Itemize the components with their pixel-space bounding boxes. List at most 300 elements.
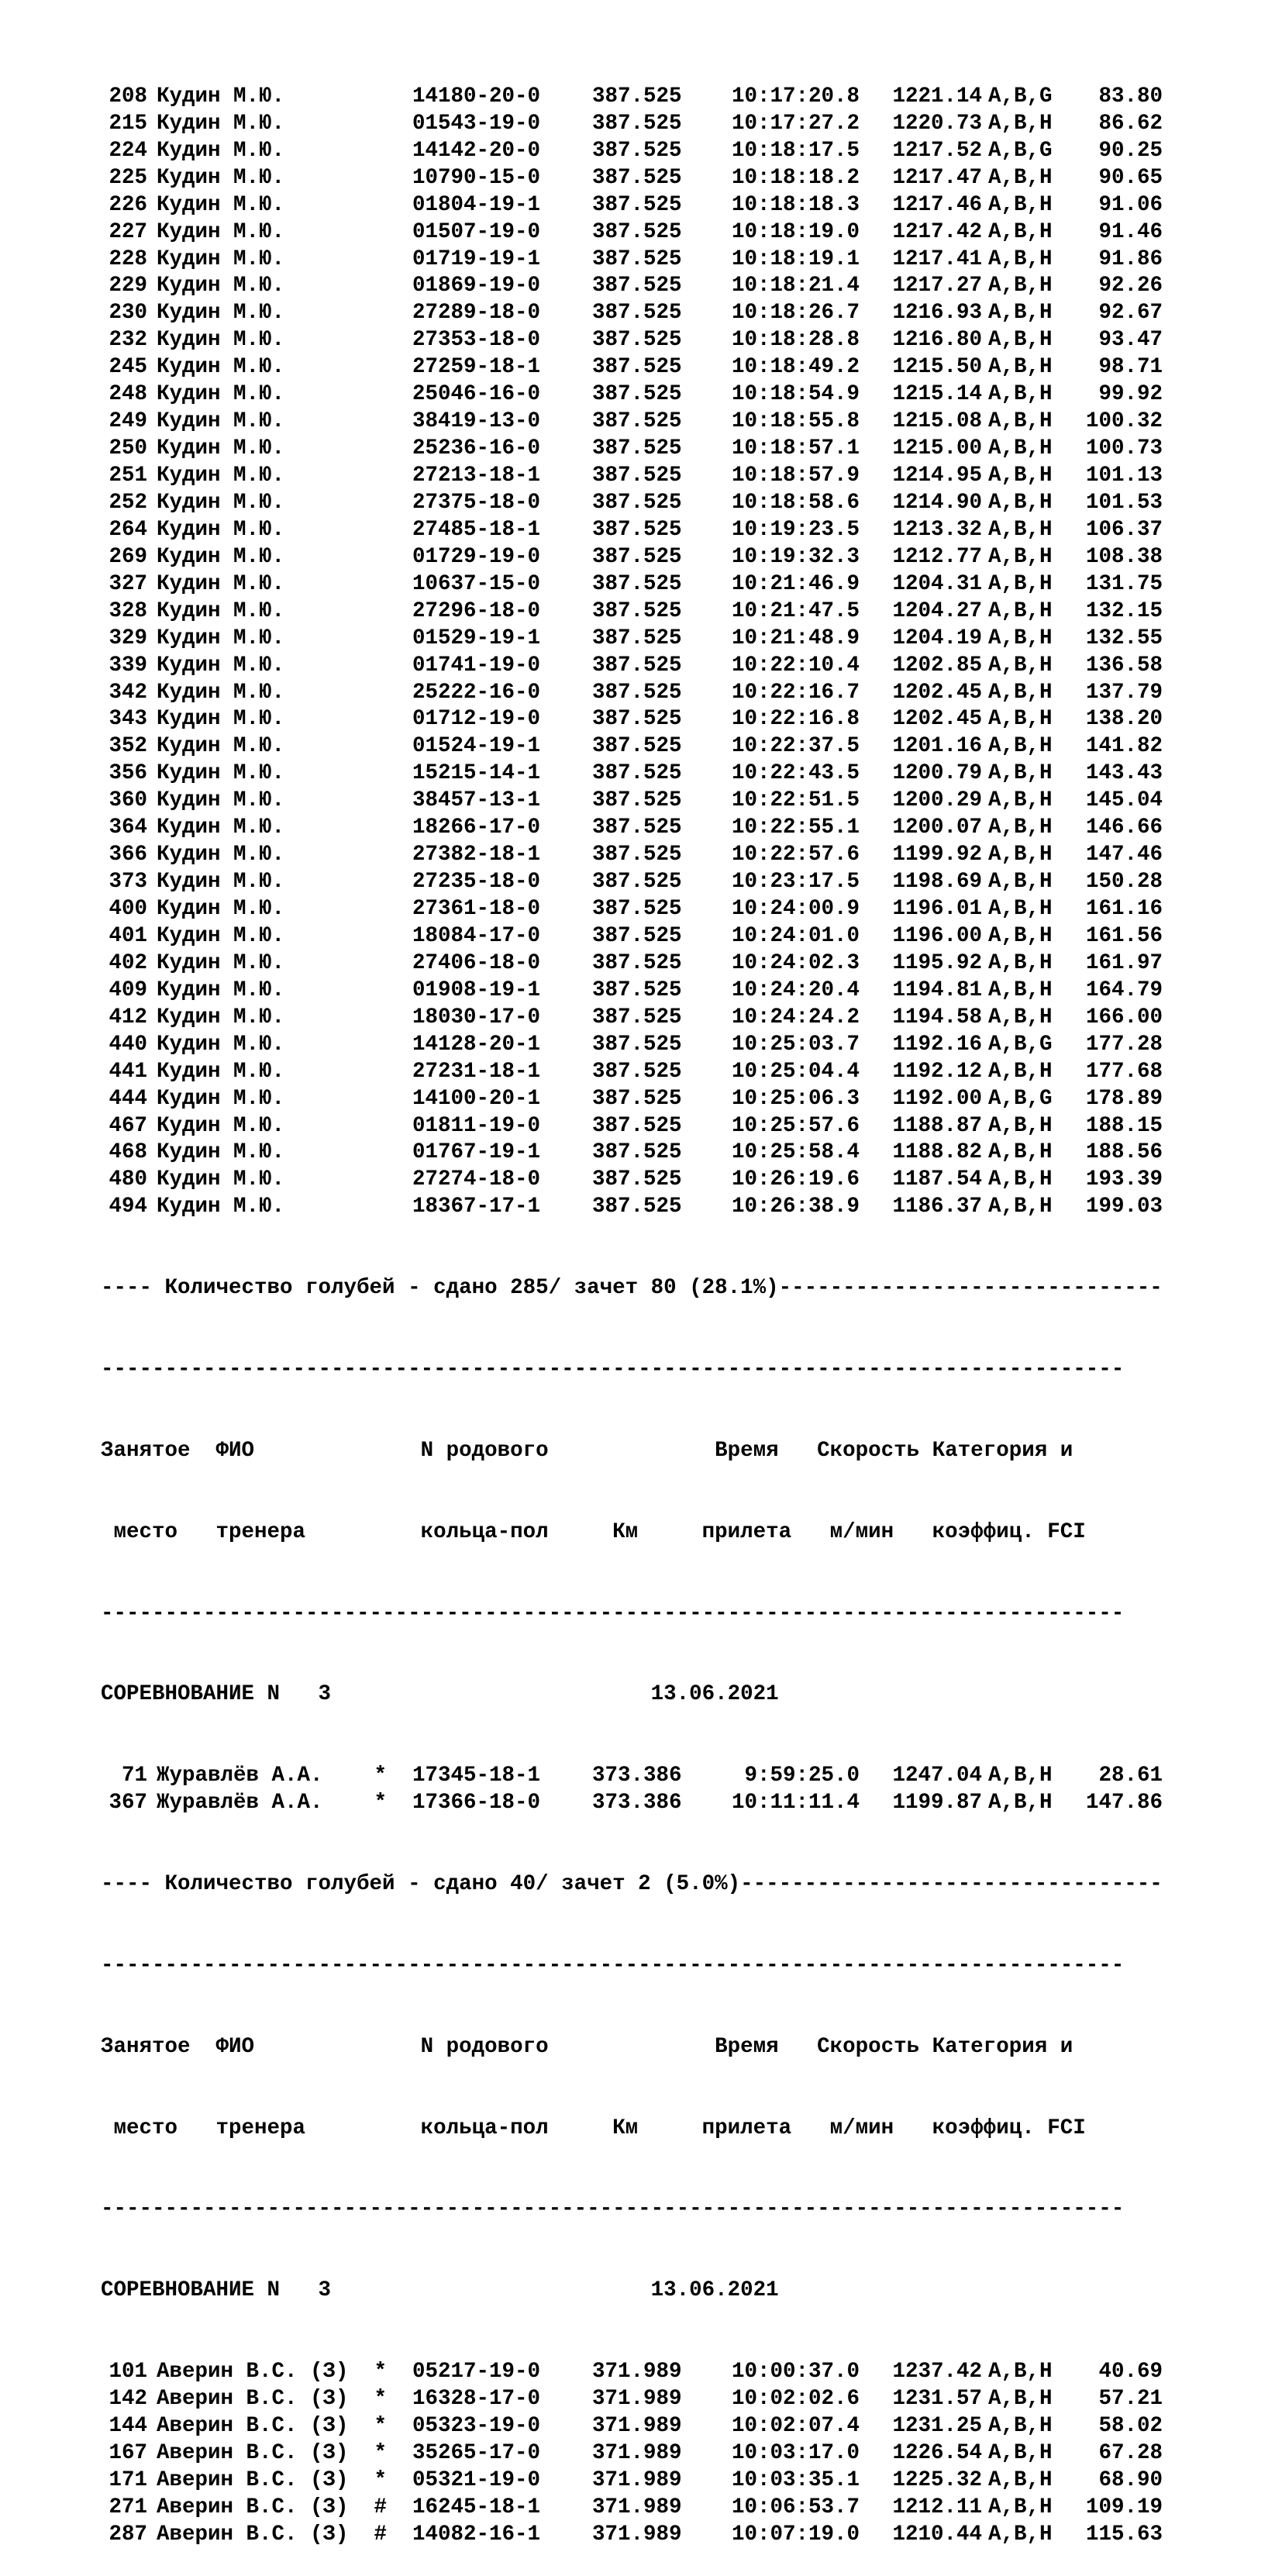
speed-cell: 1237.42 (892, 2360, 982, 2385)
ring-cell: 27259-18-1 (412, 355, 541, 380)
place-cell: 245 (109, 355, 147, 380)
place-cell: 412 (109, 1005, 147, 1029)
result-row (101, 1140, 1263, 1167)
ring-cell: 01869-19-0 (412, 274, 541, 298)
category-cell: A,B,H (988, 680, 1053, 705)
trainer-cell: Кудин М.Ю. (157, 680, 285, 705)
fci-cell: 90.65 (1098, 165, 1163, 190)
result-row (101, 598, 1263, 626)
distance-cell: 387.525 (592, 1140, 682, 1165)
arrival-time-cell: 10:21:47.5 (731, 598, 860, 623)
category-cell: A,B,H (988, 382, 1053, 407)
result-row (101, 978, 1263, 1005)
distance-cell: 387.525 (592, 165, 682, 190)
speed-cell: 1216.80 (892, 328, 982, 353)
speed-cell: 1204.31 (892, 571, 982, 596)
place-cell: 402 (109, 950, 147, 975)
distance-cell: 387.525 (592, 1005, 682, 1029)
trainer-cell: Кудин М.Ю. (157, 734, 285, 759)
speed-cell: 1200.79 (892, 761, 982, 786)
result-row (101, 1194, 1263, 1221)
ring-cell: 18367-17-1 (412, 1195, 541, 1219)
place-cell: 444 (109, 1086, 147, 1111)
place-cell: 494 (109, 1195, 147, 1219)
trainer-cell: Кудин М.Ю. (157, 1167, 285, 1192)
category-cell: A,B,H (988, 1764, 1053, 1788)
speed-cell: 1217.47 (892, 165, 982, 190)
ring-cell: 01719-19-1 (412, 247, 541, 271)
place-cell: 360 (109, 788, 147, 813)
category-cell: A,B,H (988, 1140, 1053, 1165)
category-cell: A,B,H (988, 923, 1053, 948)
category-cell: A,B,H (988, 1059, 1053, 1084)
speed-cell: 1199.92 (892, 843, 982, 867)
arrival-time-cell: 10:18:49.2 (731, 355, 860, 380)
trainer-cell: Кудин М.Ю. (157, 950, 285, 975)
category-cell: A,B,H (988, 761, 1053, 786)
category-cell: A,B,H (988, 544, 1053, 569)
result-row (101, 626, 1263, 653)
place-cell: 227 (109, 219, 147, 244)
trainer-cell: Кудин М.Ю. (157, 598, 285, 623)
arrival-time-cell: 10:02:02.6 (731, 2387, 860, 2412)
place-cell: 101 (109, 2360, 147, 2385)
arrival-time-cell: 10:19:23.5 (731, 517, 860, 542)
distance-cell: 371.989 (592, 2440, 682, 2465)
distance-cell: 387.525 (592, 409, 682, 434)
arrival-time-cell: 10:11:11.4 (731, 1791, 860, 1816)
arrival-time-cell: 10:22:43.5 (731, 761, 860, 786)
category-cell: A,B,H (988, 978, 1053, 1002)
trainer-cell: Кудин М.Ю. (157, 1005, 285, 1029)
fci-cell: 100.73 (1085, 436, 1163, 461)
arrival-time-cell: 10:24:01.0 (731, 923, 860, 948)
result-row (101, 1167, 1263, 1194)
ring-cell: 15215-14-1 (412, 761, 541, 786)
distance-cell: 371.989 (592, 2495, 682, 2519)
fci-cell: 101.53 (1085, 490, 1163, 515)
distance-cell: 387.525 (592, 950, 682, 975)
fci-cell: 101.13 (1085, 464, 1163, 488)
result-row (101, 760, 1263, 788)
arrival-time-cell: 10:26:19.6 (731, 1167, 860, 1192)
arrival-time-cell: 10:25:06.3 (731, 1086, 860, 1111)
result-row (101, 2467, 1263, 2495)
ring-cell: 10790-15-0 (412, 165, 541, 190)
speed-cell: 1196.01 (892, 897, 982, 922)
trainer-cell: Аверин В.С. (З) * (157, 2360, 388, 2385)
category-cell: A,B,H (988, 355, 1053, 380)
distance-cell: 387.525 (592, 1086, 682, 1111)
category-cell: A,B,H (988, 274, 1053, 298)
distance-cell: 387.525 (592, 138, 682, 163)
distance-cell: 387.525 (592, 1167, 682, 1192)
ring-cell: 01507-19-0 (412, 219, 541, 244)
fci-cell: 147.46 (1085, 843, 1163, 867)
speed-cell: 1188.87 (892, 1113, 982, 1138)
place-cell: 373 (109, 870, 147, 895)
fci-cell: 178.89 (1085, 1086, 1163, 1111)
ring-cell: 16245-18-1 (412, 2495, 541, 2519)
trainer-cell: Кудин М.Ю. (157, 409, 285, 434)
trainer-cell: Кудин М.Ю. (157, 1113, 285, 1138)
result-row (101, 1113, 1263, 1140)
speed-cell: 1216.93 (892, 301, 982, 326)
place-cell: 339 (109, 653, 147, 678)
distance-cell: 387.525 (592, 680, 682, 705)
arrival-time-cell: 10:18:58.6 (731, 490, 860, 515)
distance-cell: 371.989 (592, 2467, 682, 2492)
arrival-time-cell: 10:18:28.8 (731, 328, 860, 353)
distance-cell: 387.525 (592, 978, 682, 1002)
speed-cell: 1225.32 (892, 2467, 982, 2492)
speed-cell: 1200.29 (892, 788, 982, 813)
distance-cell: 387.525 (592, 544, 682, 569)
speed-cell: 1231.25 (892, 2413, 982, 2438)
ring-cell: 25046-16-0 (412, 382, 541, 407)
arrival-time-cell: 10:21:46.9 (731, 571, 860, 596)
category-cell: A,B,H (988, 1167, 1053, 1192)
place-cell: 215 (109, 111, 147, 136)
place-cell: 252 (109, 490, 147, 515)
trainer-cell: Кудин М.Ю. (157, 923, 285, 948)
distance-cell: 387.525 (592, 598, 682, 623)
place-cell: 224 (109, 138, 147, 163)
trainer-cell: Кудин М.Ю. (157, 978, 285, 1002)
arrival-time-cell: 10:26:38.9 (731, 1195, 860, 1219)
result-row (101, 409, 1263, 436)
speed-cell: 1247.04 (892, 1764, 982, 1788)
speed-cell: 1215.14 (892, 382, 982, 407)
ring-cell: 05217-19-0 (412, 2360, 541, 2385)
place-cell: 409 (109, 978, 147, 1002)
ring-cell: 17366-18-0 (412, 1791, 541, 1816)
arrival-time-cell: 10:18:19.1 (731, 247, 860, 271)
ring-cell: 27231-18-1 (412, 1059, 541, 1084)
trainer-cell: Журавлёв А.А. * (157, 1791, 388, 1816)
trainer-cell: Кудин М.Ю. (157, 1032, 285, 1057)
result-row (101, 1763, 1263, 1790)
fci-cell: 68.90 (1098, 2467, 1163, 2492)
distance-cell: 387.525 (592, 1059, 682, 1084)
trainer-cell: Аверин В.С. (З) # (157, 2495, 388, 2519)
place-cell: 366 (109, 843, 147, 867)
category-cell: A,B,H (988, 1195, 1053, 1219)
place-cell: 468 (109, 1140, 147, 1165)
place-cell: 352 (109, 734, 147, 759)
place-cell: 228 (109, 247, 147, 271)
result-row (101, 273, 1263, 300)
fci-cell: 28.61 (1098, 1764, 1163, 1788)
ring-cell: 01767-19-1 (412, 1140, 541, 1165)
arrival-time-cell: 10:18:18.3 (731, 192, 860, 217)
speed-cell: 1217.41 (892, 247, 982, 271)
ring-cell: 18266-17-0 (412, 816, 541, 840)
trainer-cell: Кудин М.Ю. (157, 653, 285, 678)
distance-cell: 371.989 (592, 2413, 682, 2438)
speed-cell: 1194.81 (892, 978, 982, 1002)
place-cell: 232 (109, 328, 147, 353)
fci-cell: 136.58 (1085, 653, 1163, 678)
separator-line: -------------------------------------------------------------------------------- (101, 1953, 1125, 1978)
result-row (101, 815, 1263, 842)
trainer-cell: Кудин М.Ю. (157, 84, 285, 109)
result-row (101, 653, 1263, 680)
speed-cell: 1187.54 (892, 1167, 982, 1192)
fci-cell: 57.21 (1098, 2387, 1163, 2412)
place-cell: 248 (109, 382, 147, 407)
fci-cell: 109.19 (1085, 2495, 1163, 2519)
distance-cell: 387.525 (592, 111, 682, 136)
trainer-cell: Кудин М.Ю. (157, 274, 285, 298)
category-cell: A,B,H (988, 490, 1053, 515)
arrival-time-cell: 10:18:57.9 (731, 464, 860, 488)
arrival-time-cell: 10:02:07.4 (731, 2413, 860, 2438)
category-cell: A,B,H (988, 707, 1053, 732)
speed-cell: 1213.32 (892, 517, 982, 542)
place-cell: 467 (109, 1113, 147, 1138)
fci-cell: 143.43 (1085, 761, 1163, 786)
fci-cell: 91.46 (1098, 219, 1163, 244)
arrival-time-cell: 10:17:20.8 (731, 84, 860, 109)
trainer-cell: Кудин М.Ю. (157, 1086, 285, 1111)
ring-cell: 14082-16-1 (412, 2522, 541, 2547)
result-row (101, 842, 1263, 869)
ring-cell: 25222-16-0 (412, 680, 541, 705)
category-cell: A,B,H (988, 517, 1053, 542)
category-cell: A,B,H (988, 301, 1053, 326)
speed-cell: 1198.69 (892, 870, 982, 895)
speed-cell: 1192.00 (892, 1086, 982, 1111)
trainer-cell: Кудин М.Ю. (157, 382, 285, 407)
distance-cell: 387.525 (592, 734, 682, 759)
arrival-time-cell: 10:24:20.4 (731, 978, 860, 1002)
arrival-time-cell: 10:24:00.9 (731, 897, 860, 922)
fci-cell: 67.28 (1098, 2440, 1163, 2465)
result-row (101, 327, 1263, 354)
result-row (101, 950, 1263, 978)
distance-cell: 387.525 (592, 923, 682, 948)
speed-cell: 1210.44 (892, 2522, 982, 2547)
fci-cell: 131.75 (1085, 571, 1163, 596)
speed-cell: 1204.19 (892, 626, 982, 650)
category-cell: A,B,H (988, 247, 1053, 271)
distance-cell: 387.525 (592, 301, 682, 326)
arrival-time-cell: 10:22:51.5 (731, 788, 860, 813)
trainer-cell: Кудин М.Ю. (157, 165, 285, 190)
result-row (101, 2495, 1263, 2522)
place-cell: 401 (109, 923, 147, 948)
place-cell: 271 (109, 2495, 147, 2519)
speed-cell: 1192.16 (892, 1032, 982, 1057)
speed-cell: 1192.12 (892, 1059, 982, 1084)
distance-cell: 387.525 (592, 382, 682, 407)
place-cell: 249 (109, 409, 147, 434)
speed-cell: 1202.45 (892, 680, 982, 705)
arrival-time-cell: 10:00:37.0 (731, 2360, 860, 2385)
distance-cell: 371.989 (592, 2387, 682, 2412)
speed-cell: 1217.42 (892, 219, 982, 244)
result-row (101, 2440, 1263, 2467)
arrival-time-cell: 9:59:25.0 (731, 1764, 860, 1788)
ring-cell: 05323-19-0 (412, 2413, 541, 2438)
speed-cell: 1202.85 (892, 653, 982, 678)
speed-cell: 1199.87 (892, 1791, 982, 1816)
speed-cell: 1195.92 (892, 950, 982, 975)
place-cell: 440 (109, 1032, 147, 1057)
result-row (101, 680, 1263, 707)
ring-cell: 01741-19-0 (412, 653, 541, 678)
trainer-cell: Аверин В.С. (З) * (157, 2467, 388, 2492)
distance-cell: 387.525 (592, 870, 682, 895)
arrival-time-cell: 10:19:32.3 (731, 544, 860, 569)
result-row (101, 706, 1263, 733)
distance-cell: 387.525 (592, 816, 682, 840)
place-cell: 171 (109, 2467, 147, 2492)
category-cell: A,B,H (988, 653, 1053, 678)
category-cell: A,B,H (988, 219, 1053, 244)
ring-cell: 01543-19-0 (412, 111, 541, 136)
arrival-time-cell: 10:18:26.7 (731, 301, 860, 326)
place-cell: 342 (109, 680, 147, 705)
arrival-time-cell: 10:03:35.1 (731, 2467, 860, 2492)
arrival-time-cell: 10:18:21.4 (731, 274, 860, 298)
place-cell: 251 (109, 464, 147, 488)
category-cell: A,B,H (988, 409, 1053, 434)
ring-cell: 01804-19-1 (412, 192, 541, 217)
trainer-cell: Кудин М.Ю. (157, 138, 285, 163)
speed-cell: 1200.07 (892, 816, 982, 840)
fci-cell: 141.82 (1085, 734, 1163, 759)
trainer-cell: Кудин М.Ю. (157, 544, 285, 569)
speed-cell: 1215.08 (892, 409, 982, 434)
arrival-time-cell: 10:18:19.0 (731, 219, 860, 244)
category-cell: A,B,H (988, 2360, 1053, 2385)
ring-cell: 27296-18-0 (412, 598, 541, 623)
speed-cell: 1217.46 (892, 192, 982, 217)
competition-title: СОРЕВНОВАНИЕ N 3 13.06.2021 (101, 1682, 779, 1707)
competition-title: СОРЕВНОВАНИЕ N 3 13.06.2021 (101, 2278, 779, 2303)
place-cell: 71 (109, 1764, 147, 1788)
fci-cell: 193.39 (1085, 1167, 1163, 1192)
fci-cell: 58.02 (1098, 2413, 1163, 2438)
category-cell: A,B,H (988, 1113, 1053, 1138)
trainer-cell: Журавлёв А.А. * (157, 1764, 388, 1788)
category-cell: A,B,H (988, 897, 1053, 922)
category-cell: A,B,H (988, 2413, 1053, 2438)
place-cell: 142 (109, 2387, 147, 2412)
separator-line: -------------------------------------------------------------------------------- (101, 2197, 1125, 2222)
section-1-summary: ---- Количество голубей - сдано 285/ зачет 80 (28.1%)------------------------------ (101, 1276, 1163, 1301)
arrival-time-cell: 10:21:48.9 (731, 626, 860, 650)
fci-cell: 99.92 (1098, 382, 1163, 407)
result-row (101, 1005, 1263, 1032)
arrival-time-cell: 10:22:57.6 (731, 843, 860, 867)
fci-cell: 92.67 (1098, 301, 1163, 326)
column-header-line-1: Занятое ФИО N родового Время Скорость Категория и (101, 1438, 1074, 1463)
trainer-cell: Кудин М.Ю. (157, 436, 285, 461)
speed-cell: 1204.27 (892, 598, 982, 623)
arrival-time-cell: 10:25:03.7 (731, 1032, 860, 1057)
fci-cell: 138.20 (1085, 707, 1163, 732)
place-cell: 327 (109, 571, 147, 596)
result-row (101, 192, 1263, 219)
speed-cell: 1196.00 (892, 923, 982, 948)
trainer-cell: Аверин В.С. (З) * (157, 2387, 388, 2412)
trainer-cell: Кудин М.Ю. (157, 571, 285, 596)
column-header-line-2: место тренера кольца-пол Км прилета м/мин коэффиц. FCI (101, 1519, 1086, 1544)
fci-cell: 100.32 (1085, 409, 1163, 434)
trainer-cell: Кудин М.Ю. (157, 761, 285, 786)
column-header-line-2: место тренера кольца-пол Км прилета м/мин коэффиц. FCI (101, 2116, 1086, 2140)
distance-cell: 387.525 (592, 490, 682, 515)
ring-cell: 05321-19-0 (412, 2467, 541, 2492)
trainer-cell: Аверин В.С. (З) * (157, 2440, 388, 2465)
distance-cell: 387.525 (592, 219, 682, 244)
arrival-time-cell: 10:18:54.9 (731, 382, 860, 407)
distance-cell: 387.525 (592, 1032, 682, 1057)
distance-cell: 387.525 (592, 84, 682, 109)
ring-cell: 16328-17-0 (412, 2387, 541, 2412)
category-cell: A,B,H (988, 165, 1053, 190)
category-cell: A,B,H (988, 870, 1053, 895)
ring-cell: 14142-20-0 (412, 138, 541, 163)
ring-cell: 01529-19-1 (412, 626, 541, 650)
speed-cell: 1214.90 (892, 490, 982, 515)
fci-cell: 161.56 (1085, 923, 1163, 948)
ring-cell: 27213-18-1 (412, 464, 541, 488)
ring-cell: 18084-17-0 (412, 923, 541, 948)
fci-cell: 177.28 (1085, 1032, 1163, 1057)
ring-cell: 14180-20-0 (412, 84, 541, 109)
arrival-time-cell: 10:22:16.7 (731, 680, 860, 705)
distance-cell: 387.525 (592, 355, 682, 380)
arrival-time-cell: 10:22:16.8 (731, 707, 860, 732)
distance-cell: 387.525 (592, 328, 682, 353)
fci-cell: 188.56 (1085, 1140, 1163, 1165)
ring-cell: 01712-19-0 (412, 707, 541, 732)
place-cell: 225 (109, 165, 147, 190)
distance-cell: 387.525 (592, 761, 682, 786)
distance-cell: 387.525 (592, 464, 682, 488)
arrival-time-cell: 10:18:18.2 (731, 165, 860, 190)
arrival-time-cell: 10:25:04.4 (731, 1059, 860, 1084)
result-row (101, 300, 1263, 327)
fci-cell: 106.37 (1085, 517, 1163, 542)
section-2-summary: ---- Количество голубей - сдано 40/ зачет 2 (5.0%)--------------------------------- (101, 1872, 1163, 1897)
category-cell: A,B,H (988, 328, 1053, 353)
place-cell: 480 (109, 1167, 147, 1192)
separator-line: -------------------------------------------------------------------------------- (101, 1601, 1125, 1626)
trainer-cell: Кудин М.Ю. (157, 870, 285, 895)
category-cell: A,B,H (988, 734, 1053, 759)
ring-cell: 14100-20-1 (412, 1086, 541, 1111)
fci-cell: 115.63 (1085, 2522, 1163, 2547)
arrival-time-cell: 10:18:57.1 (731, 436, 860, 461)
fci-cell: 132.55 (1085, 626, 1163, 650)
result-row (101, 2522, 1263, 2549)
result-row (101, 733, 1263, 760)
speed-cell: 1215.00 (892, 436, 982, 461)
place-cell: 287 (109, 2522, 147, 2547)
result-row (101, 1059, 1263, 1086)
ring-cell: 01908-19-1 (412, 978, 541, 1002)
arrival-time-cell: 10:24:24.2 (731, 1005, 860, 1029)
distance-cell: 387.525 (592, 436, 682, 461)
result-row (101, 788, 1263, 815)
speed-cell: 1188.82 (892, 1140, 982, 1165)
place-cell: 264 (109, 517, 147, 542)
